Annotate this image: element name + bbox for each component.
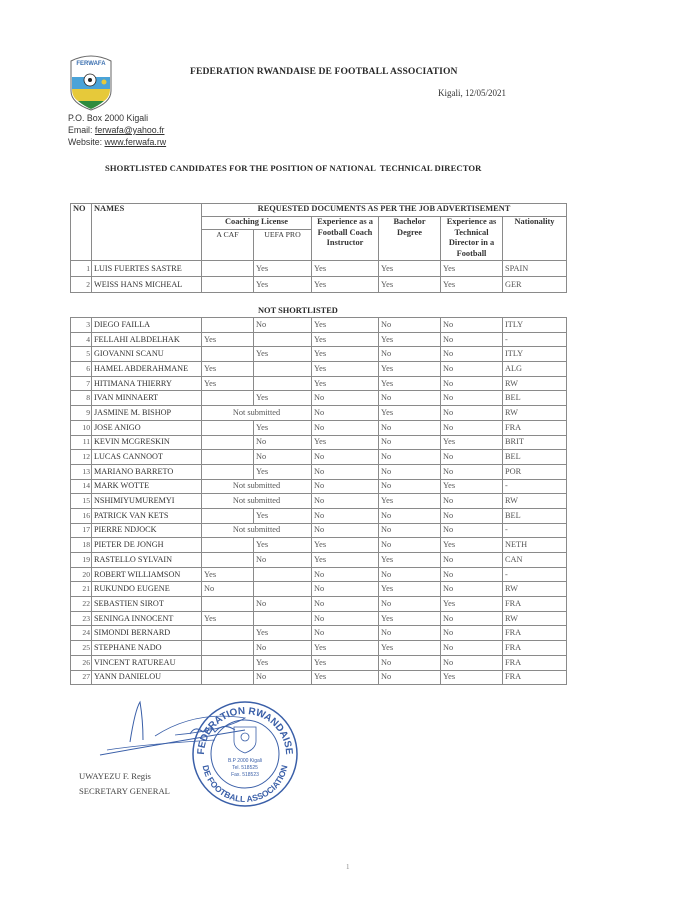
table-row (71, 670, 567, 685)
cell-no: 6 (71, 362, 92, 377)
cell-exp-td: No (441, 406, 503, 421)
cell-exp-coach: Yes (312, 332, 379, 347)
cell-a-caf (202, 641, 254, 656)
table-row (71, 611, 567, 626)
cell-license-merged: Not submitted (202, 406, 312, 421)
cell-exp-coach: No (312, 450, 379, 465)
cell-nationality: BRIT (503, 435, 567, 450)
cell-nationality: - (503, 479, 567, 494)
cell-exp-coach: No (312, 420, 379, 435)
cell-no: 25 (71, 641, 92, 656)
cell-name: JOSE ANIGO (92, 420, 202, 435)
cell-uefa-pro (254, 362, 312, 377)
cell-exp-td: No (441, 641, 503, 656)
cell-name: LUCAS CANNOOT (92, 450, 202, 465)
cell-name: KEVIN MCGRESKIN (92, 435, 202, 450)
cell-name: MARK WOTTE (92, 479, 202, 494)
cell-exp-td: Yes (441, 479, 503, 494)
cell-exp-td: No (441, 464, 503, 479)
cell-no: 10 (71, 420, 92, 435)
cell-uefa-pro: Yes (254, 626, 312, 641)
cell-bachelor: Yes (379, 406, 441, 421)
cell-uefa-pro (254, 332, 312, 347)
cell-nationality: FRA (503, 641, 567, 656)
cell-exp-coach: No (312, 494, 379, 509)
cell-name: SEBASTIEN SIROT (92, 597, 202, 612)
cell-uefa-pro: Yes (254, 420, 312, 435)
cell-bachelor: Yes (379, 494, 441, 509)
cell-exp-coach: No (312, 567, 379, 582)
cell-exp-coach: Yes (312, 376, 379, 391)
cell-bachelor: No (379, 670, 441, 685)
cell-bachelor: No (379, 567, 441, 582)
signatory-title: SECRETARY GENERAL (79, 786, 170, 796)
not-shortlisted-heading: NOT SHORTLISTED (258, 306, 338, 315)
cell-exp-coach: Yes (312, 538, 379, 553)
table-row (71, 494, 567, 509)
cell-a-caf (202, 318, 254, 333)
stamp-line-2: Tel. 518525 (232, 765, 258, 771)
cell-exp-coach: No (312, 391, 379, 406)
header-bachelor: Bachelor Degree (379, 217, 441, 261)
cell-nationality: FRA (503, 420, 567, 435)
stamp-bottom-text: DE FOOTBALL ASSOCIATION (200, 764, 290, 805)
cell-no: 4 (71, 332, 92, 347)
organization-name: FEDERATION RWANDAISE DE FOOTBALL ASSOCIATION (190, 66, 458, 77)
cell-exp-coach: Yes (312, 318, 379, 333)
header-experience-td: Experience as Technical Director in a Football (441, 217, 503, 261)
cell-bachelor: No (379, 626, 441, 641)
cell-nationality: BEL (503, 508, 567, 523)
cell-no: 19 (71, 553, 92, 568)
cell-name: PIETER DE JONGH (92, 538, 202, 553)
cell-no: 17 (71, 523, 92, 538)
cell-a-caf (202, 670, 254, 685)
cell-uefa-pro: No (254, 641, 312, 656)
cell-bachelor: No (379, 538, 441, 553)
table-row (71, 464, 567, 479)
cell-exp-td: No (441, 420, 503, 435)
email-line: Email: ferwafa@yahoo.fr (68, 125, 165, 135)
cell-exp-coach: Yes (312, 347, 379, 362)
cell-bachelor: No (379, 450, 441, 465)
stamp-line-1: B.P 2000 Kigali (227, 758, 263, 764)
cell-exp-coach: Yes (312, 670, 379, 685)
cell-exp-coach: No (312, 597, 379, 612)
cell-name: RUKUNDO EUGENE (92, 582, 202, 597)
cell-name: GIOVANNI SCANU (92, 347, 202, 362)
cell-exp-td: No (441, 582, 503, 597)
cell-no: 12 (71, 450, 92, 465)
ferwafa-logo (66, 53, 116, 111)
table-row (71, 567, 567, 582)
cell-exp-td: No (441, 626, 503, 641)
not-shortlisted-table (70, 317, 567, 685)
cell-nationality: CAN (503, 553, 567, 568)
cell-exp-coach: No (312, 611, 379, 626)
cell-name: NSHIMIYUMUREMYI (92, 494, 202, 509)
table-row (71, 435, 567, 450)
cell-exp-td: No (441, 508, 503, 523)
header-no: NO (71, 204, 92, 261)
official-stamp (190, 697, 300, 807)
cell-name: HAMEL ABDERAHMANE (92, 362, 202, 377)
cell-nationality: BEL (503, 450, 567, 465)
cell-bachelor: No (379, 318, 441, 333)
cell-uefa-pro: Yes (254, 655, 312, 670)
header-names: NAMES (92, 204, 202, 261)
cell-uefa-pro: No (254, 597, 312, 612)
cell-a-caf (202, 597, 254, 612)
header-a-caf: A CAF (202, 230, 254, 261)
cell-bachelor: Yes (379, 376, 441, 391)
cell-exp-coach: No (312, 406, 379, 421)
cell-a-caf: Yes (202, 567, 254, 582)
cell-name: HITIMANA THIERRY (92, 376, 202, 391)
table-row (71, 479, 567, 494)
cell-name: IVAN MINNAERT (92, 391, 202, 406)
cell-no: 27 (71, 670, 92, 685)
table-row (71, 641, 567, 656)
cell-exp-coach: Yes (312, 641, 379, 656)
cell-no: 24 (71, 626, 92, 641)
cell-uefa-pro: Yes (254, 538, 312, 553)
cell-exp-td: No (441, 376, 503, 391)
cell-uefa-pro (254, 567, 312, 582)
cell-uefa-pro: Yes (254, 391, 312, 406)
cell-a-caf: No (202, 582, 254, 597)
cell-name: RASTELLO SYLVAIN (92, 553, 202, 568)
cell-a-caf (202, 391, 254, 406)
cell-exp-td: No (441, 391, 503, 406)
cell-a-caf (202, 655, 254, 670)
cell-nationality: POR (503, 464, 567, 479)
cell-no: 23 (71, 611, 92, 626)
address: P.O. Box 2000 Kigali (68, 113, 149, 123)
cell-nationality: FRA (503, 626, 567, 641)
table-row (71, 362, 567, 377)
cell-bachelor: No (379, 420, 441, 435)
cell-exp-td: No (441, 450, 503, 465)
cell-name: ROBERT WILLIAMSON (92, 567, 202, 582)
table-row (71, 553, 567, 568)
header-coaching-license: Coaching License (202, 217, 312, 230)
cell-exp-td: Yes (441, 670, 503, 685)
cell-nationality: ALG (503, 362, 567, 377)
cell-exp-td: No (441, 523, 503, 538)
cell-no: 16 (71, 508, 92, 523)
cell-exp-td: Yes (441, 597, 503, 612)
cell-exp-coach: No (312, 508, 379, 523)
cell-name: SENINGA INNOCENT (92, 611, 202, 626)
cell-uefa-pro (254, 376, 312, 391)
table-row (71, 523, 567, 538)
header-experience-coach: Experience as a Football Coach Instructor (312, 217, 379, 261)
cell-exp-coach: Yes (312, 362, 379, 377)
cell-bachelor: Yes (379, 332, 441, 347)
cell-exp-td: No (441, 611, 503, 626)
table-row (71, 406, 567, 421)
table-row (71, 450, 567, 465)
cell-exp-td: No (441, 332, 503, 347)
table-row (71, 376, 567, 391)
cell-exp-td: Yes (441, 538, 503, 553)
cell-nationality: ITLY (503, 347, 567, 362)
cell-no: 15 (71, 494, 92, 509)
cell-bachelor: No (379, 391, 441, 406)
table-row (71, 318, 567, 333)
cell-exp-coach: No (312, 479, 379, 494)
cell-name: PATRICK VAN KETS (92, 508, 202, 523)
cell-uefa-pro: No (254, 670, 312, 685)
cell-no: 20 (71, 567, 92, 582)
cell-uefa-pro: No (254, 435, 312, 450)
cell-bachelor: No (379, 655, 441, 670)
document-date: Kigali, 12/05/2021 (438, 88, 506, 98)
cell-no: 14 (71, 479, 92, 494)
cell-a-caf: Yes (202, 376, 254, 391)
cell-a-caf: Yes (202, 362, 254, 377)
cell-license-merged: Not submitted (202, 494, 312, 509)
table-row (71, 538, 567, 553)
cell-uefa-pro: No (254, 318, 312, 333)
cell-bachelor: No (379, 508, 441, 523)
email-link[interactable]: ferwafa@yahoo.fr (94, 125, 165, 135)
cell-uefa-pro (254, 582, 312, 597)
cell-uefa-pro: Yes (254, 508, 312, 523)
cell-nationality: - (503, 567, 567, 582)
stamp-top-text: FEDERATION RWANDAISE (195, 705, 295, 756)
cell-exp-coach: No (312, 464, 379, 479)
cell-name: PIERRE NDJOCK (92, 523, 202, 538)
table-row (71, 508, 567, 523)
cell-a-caf (202, 553, 254, 568)
cell-exp-coach: Yes (312, 655, 379, 670)
cell-nationality: NETH (503, 538, 567, 553)
cell-bachelor: Yes (379, 362, 441, 377)
table-row (71, 626, 567, 641)
cell-nationality: - (503, 523, 567, 538)
cell-bachelor: No (379, 347, 441, 362)
cell-license-merged: Not submitted (202, 479, 312, 494)
table-row (71, 582, 567, 597)
cell-no: 21 (71, 582, 92, 597)
header-nationality: Nationality (503, 217, 567, 261)
cell-uefa-pro: Yes (254, 347, 312, 362)
cell-no: 18 (71, 538, 92, 553)
cell-no: 5 (71, 347, 92, 362)
shortlisted-table (70, 203, 567, 293)
cell-exp-td: No (441, 318, 503, 333)
cell-a-caf (202, 538, 254, 553)
cell-nationality: - (503, 332, 567, 347)
cell-nationality: FRA (503, 655, 567, 670)
cell-no: 22 (71, 597, 92, 612)
cell-no: 13 (71, 464, 92, 479)
cell-name: SIMONDI BERNARD (92, 626, 202, 641)
cell-exp-td: Yes (441, 435, 503, 450)
cell-a-caf (202, 508, 254, 523)
cell-nationality: BEL (503, 391, 567, 406)
page-number: 1 (346, 863, 350, 871)
cell-nationality: RW (503, 582, 567, 597)
cell-uefa-pro: No (254, 450, 312, 465)
logo-text: FERWAFA (76, 61, 106, 67)
cell-nationality: RW (503, 406, 567, 421)
document-title: SHORTLISTED CANDIDATES FOR THE POSITION OF NATIONAL TECHNICAL DIRECTOR (105, 163, 482, 173)
cell-a-caf: Yes (202, 332, 254, 347)
cell-a-caf (202, 464, 254, 479)
header-uefa-pro: UEFA PRO (254, 230, 312, 261)
cell-name: DIEGO FAILLA (92, 318, 202, 333)
cell-no: 26 (71, 655, 92, 670)
cell-uefa-pro: Yes (254, 464, 312, 479)
cell-uefa-pro (254, 611, 312, 626)
signatory-name: UWAYEZU F. Regis (79, 771, 151, 781)
cell-bachelor: No (379, 523, 441, 538)
cell-no: 11 (71, 435, 92, 450)
cell-exp-td: No (441, 553, 503, 568)
cell-name: YANN DANIELOU (92, 670, 202, 685)
table-row (71, 597, 567, 612)
cell-exp-coach: No (312, 582, 379, 597)
cell-name: MARIANO BARRETO (92, 464, 202, 479)
stamp-line-3: Fax. 518523 (231, 772, 259, 778)
cell-nationality: FRA (503, 597, 567, 612)
cell-exp-td: No (441, 567, 503, 582)
cell-exp-coach: No (312, 626, 379, 641)
website-link[interactable]: www.ferwafa.rw (104, 137, 167, 147)
cell-nationality: RW (503, 611, 567, 626)
cell-a-caf (202, 626, 254, 641)
table-row (71, 391, 567, 406)
cell-bachelor: Yes (379, 641, 441, 656)
header-requested-documents: REQUESTED DOCUMENTS AS PER THE JOB ADVERTISEMENT (202, 204, 567, 217)
table-row: 2 WEISS HANS MICHEAL Yes Yes Yes Yes GER (71, 277, 567, 293)
cell-a-caf (202, 420, 254, 435)
cell-a-caf (202, 347, 254, 362)
table-row (71, 332, 567, 347)
cell-uefa-pro: No (254, 553, 312, 568)
cell-name: VINCENT RATUREAU (92, 655, 202, 670)
cell-license-merged: Not submitted (202, 523, 312, 538)
cell-nationality: RW (503, 376, 567, 391)
cell-bachelor: No (379, 479, 441, 494)
cell-no: 3 (71, 318, 92, 333)
table-row (71, 655, 567, 670)
cell-bachelor: Yes (379, 553, 441, 568)
cell-exp-td: No (441, 347, 503, 362)
cell-exp-coach: No (312, 523, 379, 538)
cell-exp-td: No (441, 494, 503, 509)
cell-bachelor: No (379, 464, 441, 479)
cell-name: STEPHANE NADO (92, 641, 202, 656)
cell-bachelor: Yes (379, 611, 441, 626)
cell-no: 9 (71, 406, 92, 421)
cell-a-caf (202, 450, 254, 465)
cell-bachelor: No (379, 435, 441, 450)
cell-a-caf (202, 435, 254, 450)
table-row (71, 347, 567, 362)
cell-a-caf: Yes (202, 611, 254, 626)
cell-exp-td: No (441, 362, 503, 377)
cell-exp-coach: Yes (312, 435, 379, 450)
cell-nationality: FRA (503, 670, 567, 685)
table-row: 1 LUIS FUERTES SASTRE Yes Yes Yes Yes SPAIN (71, 261, 567, 277)
cell-exp-td: No (441, 655, 503, 670)
cell-bachelor: Yes (379, 582, 441, 597)
cell-bachelor: No (379, 597, 441, 612)
cell-no: 8 (71, 391, 92, 406)
cell-name: FELLAHI ALBDELHAK (92, 332, 202, 347)
cell-exp-coach: Yes (312, 553, 379, 568)
cell-name: JASMINE M. BISHOP (92, 406, 202, 421)
cell-nationality: ITLY (503, 318, 567, 333)
table-row (71, 420, 567, 435)
cell-nationality: RW (503, 494, 567, 509)
website-line: Website: www.ferwafa.rw (68, 137, 167, 147)
cell-no: 7 (71, 376, 92, 391)
